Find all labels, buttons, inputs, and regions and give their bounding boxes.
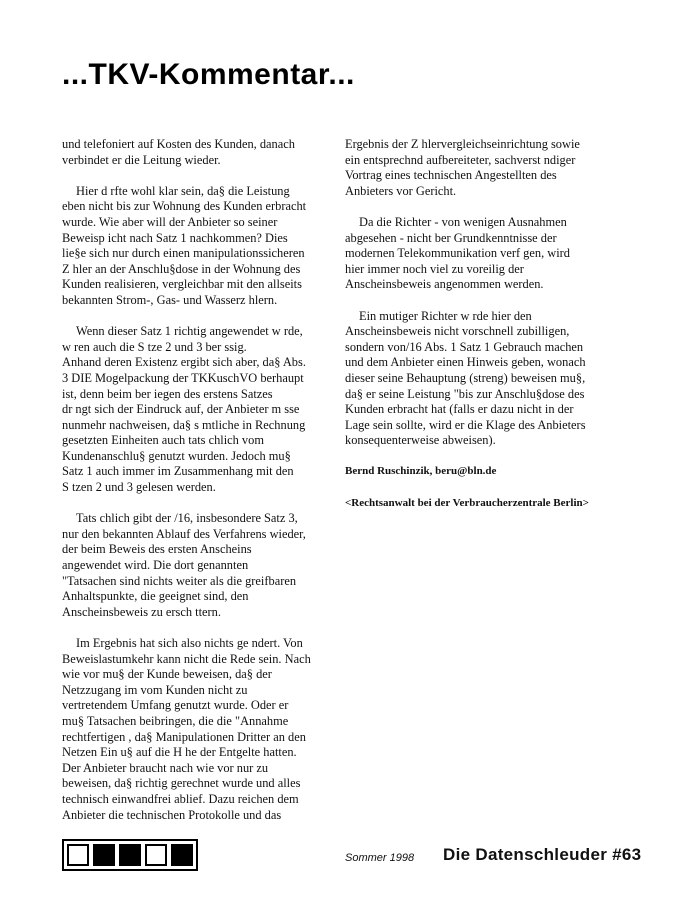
footer-magazine-title: Die Datenschleuder #63: [443, 845, 642, 864]
footer-box-filled: [93, 844, 115, 866]
footer-box-filled: [119, 844, 141, 866]
paragraph: Da die Richter - von wenigen Ausnahmen abgesehen - nicht ber Grundkenntnisse der modernen Telekommunikation verf gen, wird hier immer noch viel zu voreilig der Anscheinsbeweis angenommen werden.: [345, 214, 570, 292]
paragraph: Tats chlich gibt der /16, insbesondere Satz 3, nur den bekannten Ablauf des Verfahrens wieder, der beim Beweis des ersten Anscheins angewendet wird. Die dort genannten "Tatsachen sind nichts weiter als die greifbaren Anhaltspunkte, die geeignet sind, den Anscheinsbeweis zu ersch ttern.: [62, 511, 306, 619]
author-line: Bernd Ruschinzik, beru@bln.de: [345, 465, 497, 478]
footer-box-strip: [62, 839, 198, 871]
footer-box-filled: [171, 844, 193, 866]
paragraph: Ein mutiger Richter w rde hier den Anscheinsbeweis nicht vorschnell zubilligen, sondern von/16 Abs. 1 Satz 1 Gebrauch machen und dem Anbieter einen Hinweis geben, wonach dieser seine Behauptung (streng) beweisen mu§, da§ er seine Leistung "bis zur Anschlu§dose des Kunden erbracht hat (falls er dazu nicht in der Lage sein sollte, wird er die Klage des Anbieters konsequenterweise abweisen).: [345, 308, 586, 448]
paragraph: Ergebnis der Z hlervergleichseinrichtung sowie ein entsprechnd aufbereiteter, sachverst ndiger Vortrag eines technischen Angestellten des Anbieters vor Gericht.: [345, 137, 580, 198]
footer-box-empty: [67, 844, 89, 866]
paragraph: Hier d rfte wohl klar sein, da§ die Leistung eben nicht bis zur Wohnung des Kunden erbracht wurde. Wie aber will der Anbieter so seiner Beweisp icht nach Satz 1 nachkommen? Dies lie§e sich nur durch einen manipulationssicheren Z hler an der Anschlu§dose in der Wohnung des Kunden realisieren, vergleichbar mit den allseits bekannten Strom-, Gas- und Wasserz hlern.: [62, 183, 307, 307]
footer-box-empty: [145, 844, 167, 866]
paragraph: Im Ergebnis hat sich also nichts ge ndert. Von Beweislastumkehr kann nicht die Rede sein. Nach wie vor mu§ der Kunde beweisen, da§ der Netzzugang im vom Kunden nicht zu vertretendem Umfang genutzt wurde. Oder er mu§ Tatsachen beibringen, die die "Annahme rechtfertigen , da§ Manipulationen Dritter an den Netzen Ein u§ auf die H he der Entgelte hatten. Der Anbieter braucht nach wie vor nur zu beweisen, da§ richtig gerechnet wurde und alles technisch einwandfrei ablief. Dazu reichen dem Anbieter die technischen Protokolle und das: [62, 636, 311, 822]
page-title: ...TKV-Kommentar...: [62, 58, 355, 91]
right-column: [345, 137, 615, 527]
paragraph: Wenn dieser Satz 1 richtig angewendet w rde, w ren auch die S tze 2 und 3 ber ssig. Anhand deren Existenz ergibt sich aber, da§ Abs. 3 DIE Mogelpackung der TKKuschVO berhaupt ist, denn beim ber iegen des erstens Satzes dr ngt sich der Eindruck auf, der Anbieter m sse nunmehr nachweisen, da§ s mtliche in Rechnung gesetzten Einheiten auch tats chlich vom Kundenanschlu§ genutzt wurden. Jedoch mu§ Satz 1 auch immer im Zusammenhang mit den S tzen 2 und 3 gelesen werden.: [62, 324, 306, 495]
left-column: [62, 137, 330, 839]
author-affiliation: <Rechtsanwalt bei der Verbraucherzentrale Berlin>: [345, 496, 589, 509]
footer-date: Sommer 1998: [345, 852, 415, 864]
paragraph: und telefoniert auf Kosten des Kunden, danach verbindet er die Leitung wieder.: [62, 137, 295, 167]
